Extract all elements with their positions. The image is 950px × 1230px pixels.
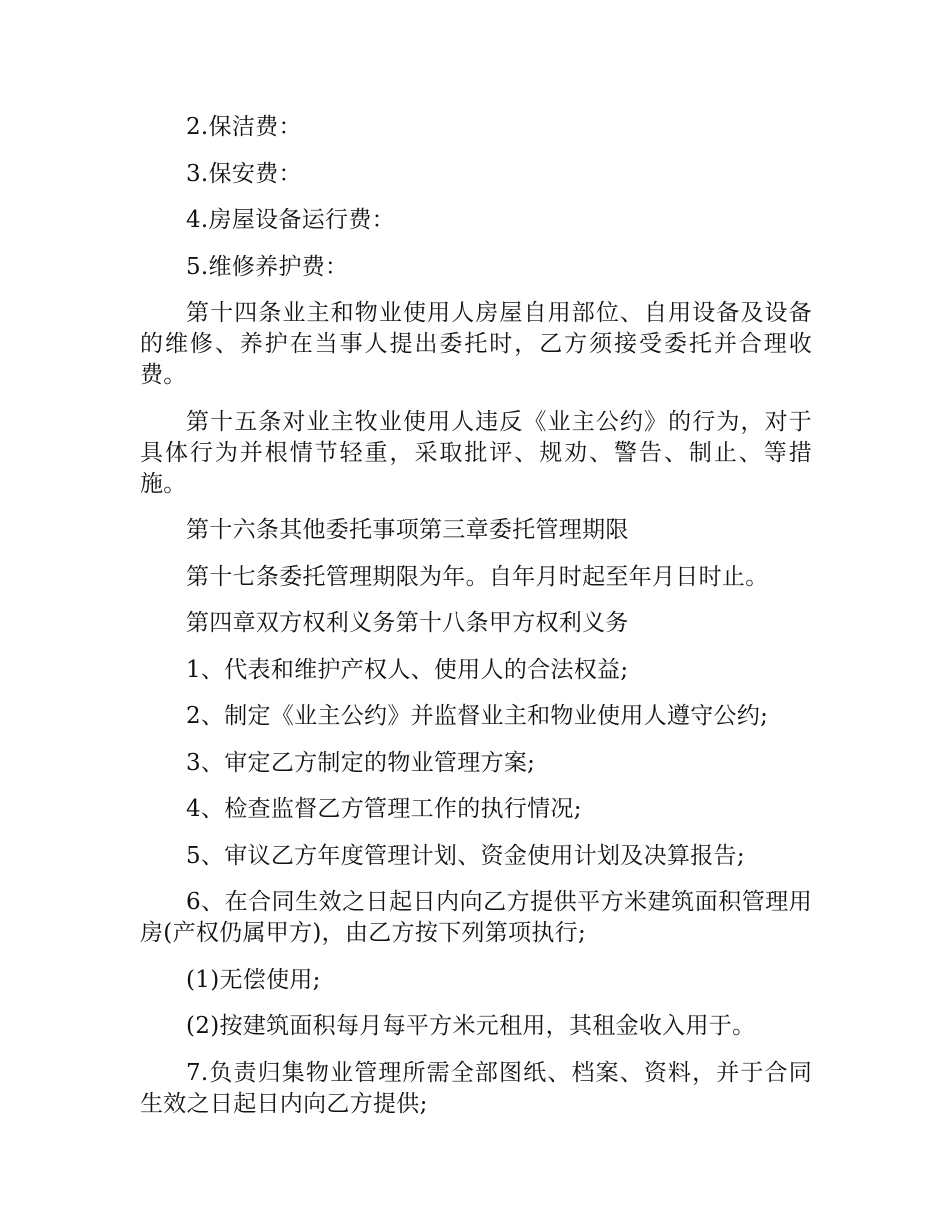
party-a-duty-6: 6、在合同生效之日起日内向乙方提供平方米建筑面积管理用房(产权仍属甲方)，由乙方按下列第项执行; [140, 889, 812, 946]
party-a-duty-3: 3、审定乙方制定的物业管理方案; [186, 749, 536, 776]
article-17: 第十七条委托管理期限为年。自年月时起至年月日时止。 [186, 563, 769, 590]
duty-6-option-2: (2)按建筑面积每月每平方米元租用，其租金收入用于。 [186, 1013, 756, 1039]
article-16: 第十六条其他委托事项第三章委托管理期限 [186, 517, 629, 543]
item-cleaning-fee: 2.保洁费： [186, 114, 302, 140]
item-maintenance-fee: 5.维修养护费： [186, 253, 349, 280]
article-14: 第十四条业主和物业使用人房屋自用部位、自用设备及设备的维修、养护在当事人提出委托时，乙方须接受委托并合理收费。 [140, 300, 812, 388]
document-body [140, 112, 812, 1135]
article-15: 第十五条对业主牧业使用人违反《业主公约》的行为，对于具体行为并根情节轻重，采取批评、规劝、警告、制止、等措施。 [140, 408, 812, 497]
party-a-duty-7: 7.负责归集物业管理所需全部图纸、档案、资料，并于合同生效之日起日内向乙方提供; [140, 1059, 812, 1117]
item-security-fee: 3.保安费： [186, 160, 302, 187]
chapter-4-heading: 第四章双方权利义务第十八条甲方权利义务 [186, 610, 629, 636]
duty-6-option-1: (1)无偿使用; [186, 966, 321, 993]
party-a-duty-5: 5、审议乙方年度管理计划、资金使用计划及决算报告; [186, 842, 745, 869]
party-a-duty-4: 4、检查监督乙方管理工作的执行情况; [186, 796, 582, 822]
item-equipment-operation-fee: 4.房屋设备运行费： [186, 207, 395, 233]
party-a-duty-2: 2、制定《业主公约》并监督业主和物业使用人遵守公约; [186, 703, 769, 729]
party-a-duty-1: 1、代表和维护产权人、使用人的合法权益; [186, 656, 629, 683]
